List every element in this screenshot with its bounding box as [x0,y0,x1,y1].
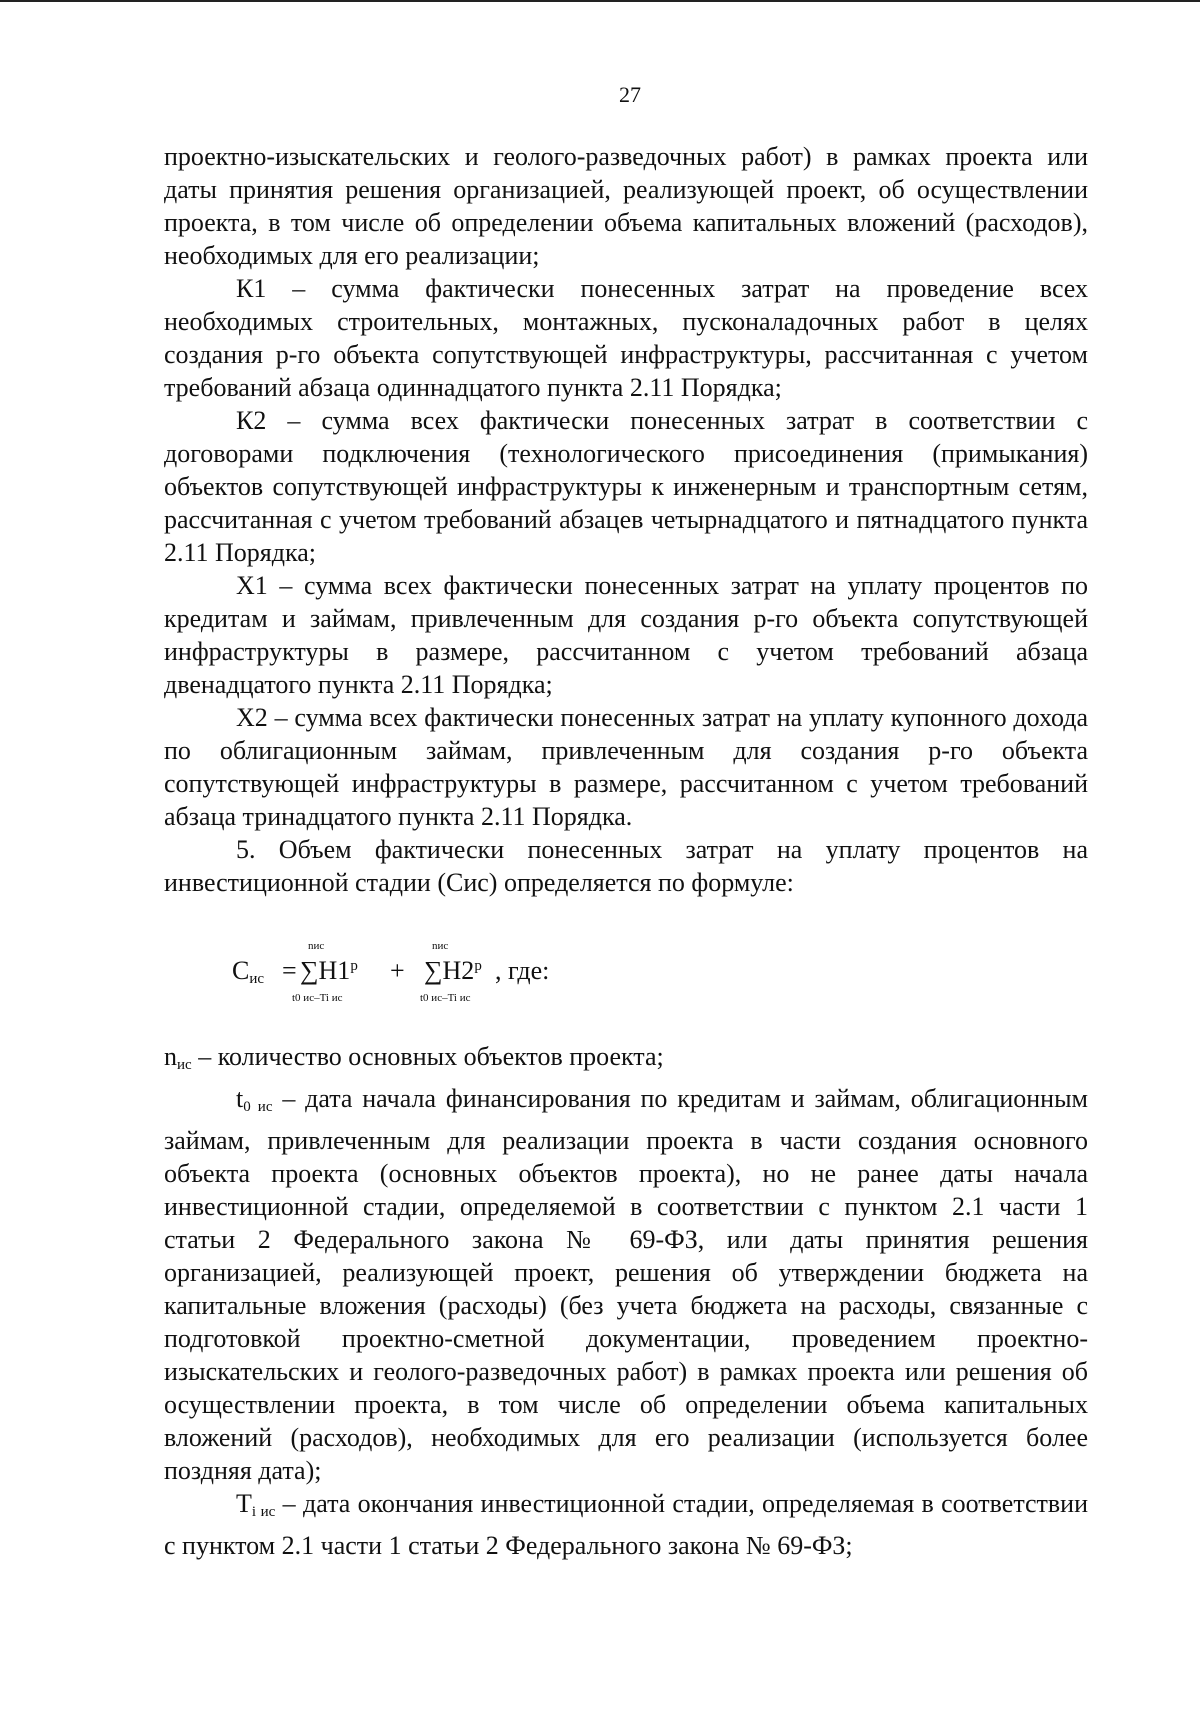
body-text-bottom [164,1040,1088,1562]
formula-lhs: $C_{ис}$ [232,956,265,987]
formula [232,930,732,1010]
definition-t0: $t_{0 ис}$ – дата начала финансирования по кредитам и займам, облигационным займам, привлеченным для реализации проекта в части создания основного объекта проекта (основных объектов проекта), но не ранее даты начала инвестиционной стадии, определяемой в соответствии с пунктом 2.1 части 1 статьи 2 Федерального закона № 69-ФЗ, или даты принятия решения организацией, реализующей проект, решения об утверждении бюджета на капитальные вложения (расходы) (без учета бюджета на расходы, связанные с подготовкой проектно-сметной документации, проведением проектно-изыскательских и геолого-разведочных работ) в рамках проекта или решения об осуществлении проекта, в том числе об определении объема капитальных вложений (расходов), необходимых для его реализации (используется более поздняя дата); [164,1084,1089,1485]
paragraph: 5. Объем фактически понесенных затрат на уплату процентов на инвестиционной стадии (Cис) определяется по формуле: [164,835,1088,897]
formula-tail: , где: [495,956,550,985]
paragraph: Х2 – сумма всех фактически понесенных затрат на уплату купонного дохода по облигационным займам, привлеченным для создания p-го объекта сопутствующей инфраструктуры в размере, рассчитанном с учетом требований абзаца тринадцатого пункта 2.11 Порядка. [164,703,1088,831]
formula-plus: + [390,956,405,985]
paragraph: К2 – сумма всех фактически понесенных затрат в соответствии с договорами подключения (технологического присоединения (примыкания) объектов сопутствующей инфраструктуры к инженерным и транспортным сетям, рассчитанная с учетом требований абзацев четырнадцатого и пятнадцатого пункта 2.11 Порядка; [164,406,1088,567]
formula-equals: = [282,956,297,985]
paragraph: Х1 – сумма всех фактически понесенных затрат на уплату процентов по кредитам и займам, привлеченным для создания p-го объекта сопутствующей инфраструктуры в размере, рассчитанном с учетом требований абзаца двенадцатого пункта 2.11 Порядка; [164,571,1088,699]
body-text-top [164,140,1088,899]
sum1-upper-limit: nис [308,940,325,952]
paragraph: проектно-изыскательских и геолого-разведочных работ) в рамках проекта или даты принятия решения организацией, реализующей проект, об осуществлении проекта, в том числе об определении объема капитальных вложений (расходов), необходимых для его реализации; [164,142,1088,270]
definition-n: $n_{ис}$ – количество основных объектов проекта; [164,1042,664,1073]
sum2-lower-limit: t0 ис–Ti ис [420,992,471,1004]
sum2-upper-limit: nис [432,940,449,952]
page-number: 27 [619,82,641,107]
definition-ti: $T_{i ис}$ – дата окончания инвестиционной стадии, определяемая в соответствии с пунктом 2.1 части 1 статьи 2 Федерального закона № 69-ФЗ; [164,1489,1088,1560]
paragraph: К1 – сумма фактически понесенных затрат на проведение всех необходимых строительных, монтажных, пусконаладочных работ в целях создания p-го объекта сопутствующей инфраструктуры, рассчитанная с учетом требований абзаца одиннадцатого пункта 2.11 Порядка; [164,274,1088,402]
page-border [0,0,1200,2]
sum1-term: ∑H1$^p$ [300,956,358,985]
sum2-term: ∑H2$^p$ [424,956,482,985]
sum1-lower-limit: t0 ис–Ti ис [292,992,343,1004]
